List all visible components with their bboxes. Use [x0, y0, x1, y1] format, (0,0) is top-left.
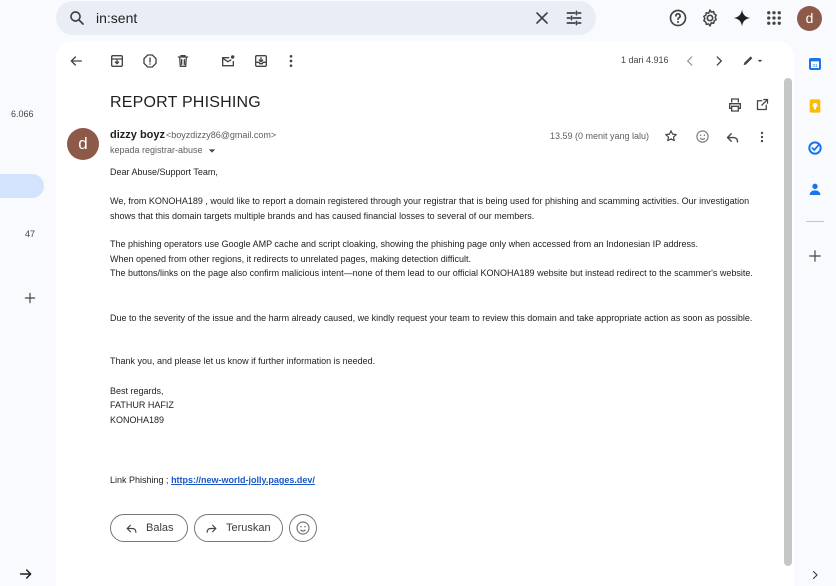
side-panel-divider — [806, 221, 824, 222]
chevron-right-icon[interactable] — [806, 566, 824, 584]
mark-unread-icon[interactable] — [218, 51, 238, 71]
phishing-link[interactable]: https://new-world-jolly.pages.dev/ — [171, 475, 315, 485]
open-in-new-window-icon[interactable] — [755, 97, 770, 112]
chevron-right-icon[interactable] — [709, 51, 729, 71]
add-label-icon[interactable] — [23, 291, 37, 305]
contacts-icon[interactable] — [806, 180, 824, 198]
email-date: 13.59 (0 menit yang lalu) — [550, 131, 650, 141]
svg-text:31: 31 — [812, 63, 818, 68]
report-spam-icon[interactable] — [140, 51, 160, 71]
chevron-left-icon[interactable] — [680, 51, 700, 71]
archive-icon[interactable] — [107, 51, 127, 71]
recipient-details[interactable] — [110, 145, 216, 155]
phishing-link-line — [110, 473, 775, 488]
email-signature-name: FATHUR HAFIZ — [110, 400, 174, 410]
close-icon[interactable] — [532, 8, 552, 28]
account-avatar[interactable]: d — [797, 6, 822, 31]
recipient-label: kepada registrar-abuse — [110, 145, 203, 155]
star-icon[interactable] — [664, 129, 678, 143]
input-tools-icon[interactable] — [739, 51, 767, 71]
emoji-button[interactable] — [289, 514, 317, 542]
email-paragraph: When opened from other regions, it redirects to unrelated pages, making detection difficult. — [110, 254, 472, 264]
email-subject: REPORT PHISHING — [110, 94, 261, 111]
add-addon-icon[interactable] — [806, 247, 824, 265]
forward-button[interactable] — [194, 514, 283, 542]
help-icon[interactable] — [667, 7, 689, 29]
gear-icon[interactable] — [699, 7, 721, 29]
email-paragraph: Thank you, and please let us know if further information is needed. — [110, 356, 376, 366]
search-icon[interactable] — [68, 9, 86, 27]
emoji-icon — [295, 520, 311, 536]
folder-count: 47 — [25, 229, 36, 239]
gemini-sparkle-icon[interactable] — [731, 7, 753, 29]
sender-email: <boyzdizzy86@gmail.com> — [166, 130, 277, 140]
email-paragraph: The buttons/links on the page also confirm malicious intent—none of them lead to our official KONOHA189 website but instead redirect to the scammer's website. — [110, 268, 753, 278]
search-input[interactable] — [96, 7, 516, 29]
move-to-icon[interactable] — [251, 51, 271, 71]
emoji-reaction-icon[interactable] — [695, 129, 710, 144]
forward-button-label: Teruskan — [226, 522, 271, 534]
back-arrow-icon[interactable] — [66, 51, 86, 71]
email-paragraph: We, from KONOHA189 , would like to report a domain registered through your registrar that is being used for phishing and scamming activities. Our investigation shows that this domain targets multiple brands and has caused financial losses to several of our members. — [110, 196, 750, 221]
link-label: Link Phishing ; — [110, 475, 169, 485]
reply-button[interactable] — [110, 514, 188, 542]
email-paragraph: The phishing operators use Google AMP cache and script cloaking, showing the phishing page only when accessed from an Indonesian IP address. — [110, 239, 699, 249]
email-greeting: Dear Abuse/Support Team, — [110, 167, 218, 177]
more-vert-icon[interactable] — [755, 130, 769, 144]
reply-button-label: Balas — [146, 522, 174, 534]
search-options-icon[interactable] — [564, 8, 584, 28]
email-signature-org: KONOHA189 — [110, 415, 165, 425]
email-paragraph: Due to the severity of the issue and the harm already caused, we kindly request your team to review this domain and take appropriate action as soon as possible. — [110, 313, 753, 323]
sender-avatar[interactable]: d — [67, 128, 99, 160]
inbox-count: 6.066 — [11, 109, 34, 119]
more-vert-icon[interactable] — [281, 51, 301, 71]
keep-icon[interactable] — [806, 97, 824, 115]
sidebar-active-item[interactable] — [0, 174, 44, 198]
arrow-right-icon[interactable] — [18, 566, 34, 582]
caret-down-icon[interactable] — [208, 148, 216, 154]
scrollbar[interactable] — [784, 78, 792, 566]
forward-icon — [205, 522, 218, 535]
reply-icon[interactable] — [725, 130, 740, 145]
print-icon[interactable] — [727, 97, 743, 113]
reply-icon — [125, 522, 138, 535]
sender-name[interactable]: dizzy boyz — [110, 129, 166, 141]
tasks-icon[interactable] — [806, 139, 824, 157]
apps-grid-icon[interactable] — [763, 7, 785, 29]
pager-label: 1 dari 4.916 — [621, 55, 669, 65]
email-signoff: Best regards, — [110, 386, 164, 396]
search-bar — [56, 1, 596, 35]
trash-icon[interactable] — [173, 51, 193, 71]
calendar-icon[interactable] — [806, 55, 824, 73]
